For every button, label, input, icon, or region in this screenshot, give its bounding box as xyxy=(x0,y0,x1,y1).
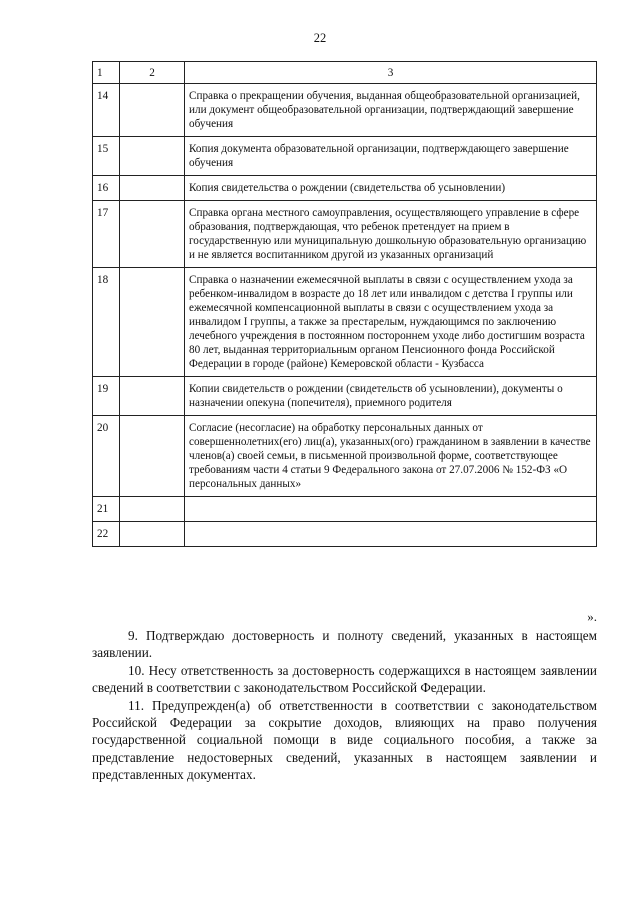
row-col-2 xyxy=(120,377,185,416)
row-number: 19 xyxy=(93,377,120,416)
row-col-2 xyxy=(120,84,185,137)
row-number: 15 xyxy=(93,137,120,176)
row-col-2 xyxy=(120,522,185,547)
documents-table xyxy=(92,61,597,547)
row-text xyxy=(185,522,597,547)
row-number: 20 xyxy=(93,416,120,497)
table-row xyxy=(93,268,597,377)
row-text: Копия документа образовательной организации, подтверждающего завершение обучения xyxy=(185,137,597,176)
row-text: Справка органа местного самоуправления, осуществляющего управление в сфере образования, подтверждающая, что ребенок претендует на прием в государственную или муниципальную дошкольную образовательную организацию и не является воспитанником другой из указанных организаций xyxy=(185,201,597,268)
row-col-2 xyxy=(120,497,185,522)
header-col-1: 1 xyxy=(93,62,120,84)
row-number: 22 xyxy=(93,522,120,547)
statement-paragraphs xyxy=(92,627,597,784)
row-number: 16 xyxy=(93,176,120,201)
row-number: 18 xyxy=(93,268,120,377)
table-row xyxy=(93,137,597,176)
row-text: Копия свидетельства о рождении (свидетельства об усыновлении) xyxy=(185,176,597,201)
paragraph-10: 10. Несу ответственность за достоверность содержащихся в настоящем заявлении сведений в соответствии с законодательством Российской Федерации. xyxy=(92,662,597,696)
page-number: 22 xyxy=(313,31,327,45)
table-row xyxy=(93,84,597,137)
closing-quote-mark: ». xyxy=(587,609,597,624)
row-number: 17 xyxy=(93,201,120,268)
row-text xyxy=(185,497,597,522)
table-row xyxy=(93,377,597,416)
paragraph-11: 11. Предупрежден(а) об ответственности в соответствии с законодательством Российской Федерации за сокрытие доходов, влияющих на право получения государственной социальной помощи в виде социального пособия, а также за представление недостоверных сведений, указанных в настоящем заявлении и представленных документах. xyxy=(92,697,597,783)
row-number: 21 xyxy=(93,497,120,522)
row-text: Справка о прекращении обучения, выданная общеобразовательной организацией, или документ общеобразовательной организации, подтверждающий завершение обучения xyxy=(185,84,597,137)
table-row xyxy=(93,497,597,522)
row-number: 14 xyxy=(93,84,120,137)
header-col-3: 3 xyxy=(185,62,597,84)
row-text: Согласие (несогласие) на обработку персональных данных от совершеннолетних(его) лиц(а), указанных(ого) гражданином в заявлении в качестве членов(а) своей семьи, в письменной произвольной форме, соответствующее требованиям части 4 статьи 9 Федерального закона от 27.07.2006 № 152-ФЗ «О персональных данных» xyxy=(185,416,597,497)
table-row xyxy=(93,176,597,201)
row-text: Справка о назначении ежемесячной выплаты в связи с осуществлением ухода за ребенком-инвалидом в возрасте до 18 лет или инвалидом с детства I группы или ежемесячной компенсационной выплаты в связи с осуществлением ухода за инвалидом I группы, а также за престарелым, нуждающимся по заключению лечебного учреждения в постоянном постороннем уходе либо достигшим возраста 80 лет, выданная территориальным органом Пенсионного фонда Российской Федерации в городе (районе) Кемеровской области - Кузбасса xyxy=(185,268,597,377)
row-col-2 xyxy=(120,268,185,377)
table-row xyxy=(93,201,597,268)
table-row xyxy=(93,416,597,497)
table-header-row xyxy=(93,62,597,84)
row-text: Копии свидетельств о рождении (свидетельств об усыновлении), документы о назначении опекуна (попечителя), приемного родителя xyxy=(185,377,597,416)
paragraph-9: 9. Подтверждаю достоверность и полноту сведений, указанных в настоящем заявлении. xyxy=(92,628,597,661)
row-col-2 xyxy=(120,416,185,497)
table-row xyxy=(93,522,597,547)
row-col-2 xyxy=(120,201,185,268)
header-col-2: 2 xyxy=(120,62,185,84)
row-col-2 xyxy=(120,176,185,201)
row-col-2 xyxy=(120,137,185,176)
